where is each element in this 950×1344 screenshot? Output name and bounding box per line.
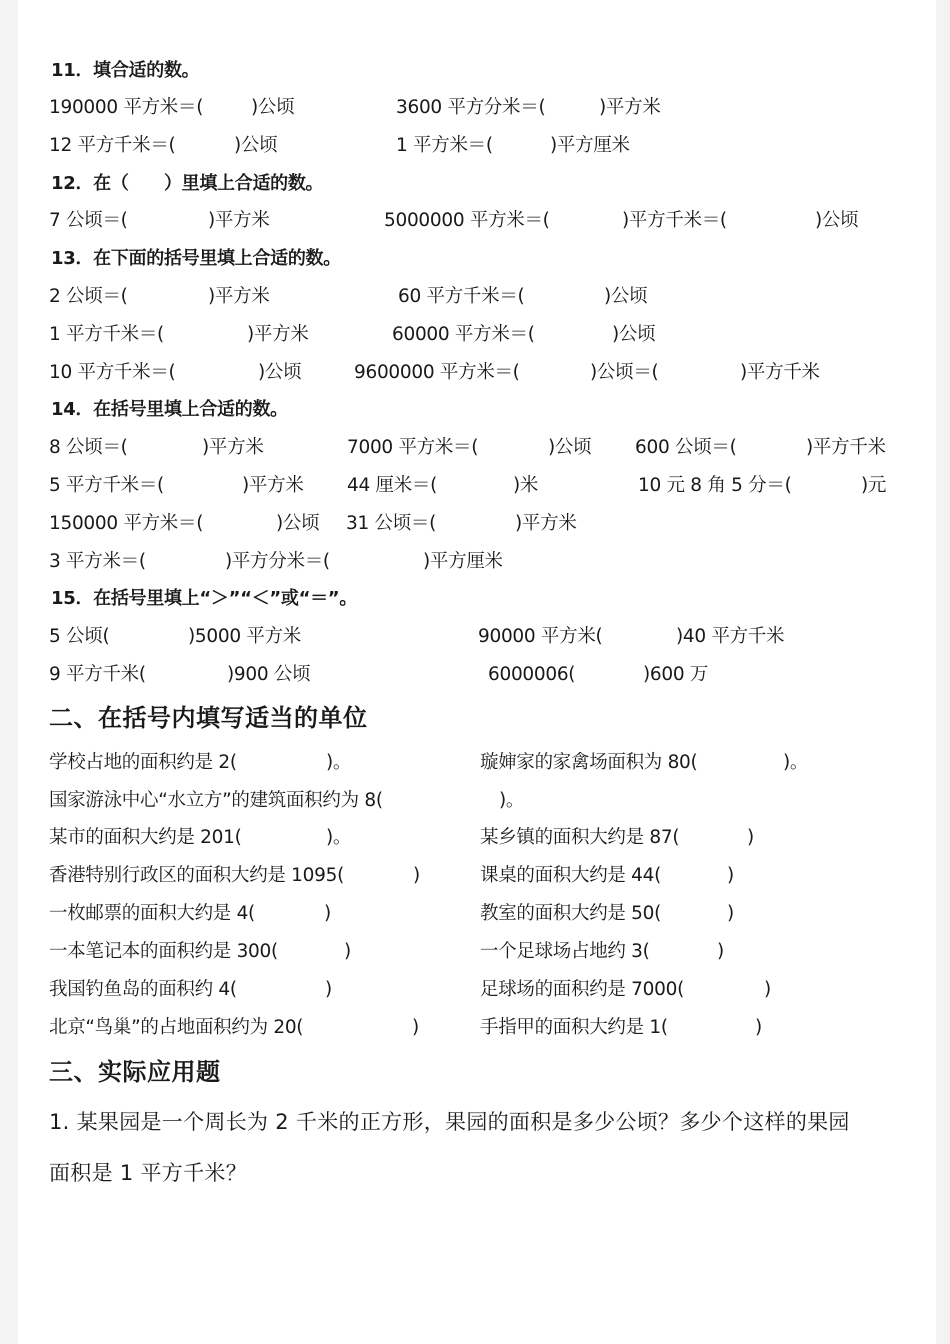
q15-r2-b: )900 公顷	[227, 664, 311, 685]
q11-r2-c: 1 平方米＝(	[396, 135, 493, 156]
q11-title: 11．填合适的数。	[51, 60, 200, 81]
problem-1-line-1: 1. 某果园是一个周长为 2 千米的正方形，果园的面积是多少公顷？多少个这样的果园	[49, 1110, 850, 1134]
s2-r6-a: 一本笔记本的面积约是 300(	[49, 941, 278, 962]
q13-r1-a: 2 公顷＝(	[49, 286, 128, 307]
s2-r4-a: 香港特别行政区的面积大约是 1095(	[49, 865, 344, 886]
problem-1-line-2: 面积是 1 平方千米？	[49, 1161, 248, 1185]
q15-r1-a: 5 公顷(	[49, 626, 110, 647]
q13-r3-a: 10 平方千米＝(	[49, 362, 176, 383]
q13-r3-b: )公顷	[258, 362, 302, 383]
q11-r2-b: )公顷	[234, 135, 278, 156]
q11-r2-a: 12 平方千米＝(	[49, 135, 176, 156]
s2-r1-c: 璇婶家的家禽场面积为 80(	[480, 752, 698, 773]
q13-r2-a: 1 平方千米＝(	[49, 324, 164, 345]
q14-r3-d: )平方米	[515, 513, 577, 534]
q15-r1-c: 90000 平方米(	[478, 626, 603, 647]
q13-r1-d: )公顷	[604, 286, 648, 307]
s2-r3-b: )。	[326, 827, 352, 848]
q12-r1-b: )平方米	[208, 210, 270, 231]
q15-r1-d: )40 平方千米	[676, 626, 785, 647]
s2-r6-d: )	[717, 941, 724, 962]
q11-r1-a: 190000 平方米＝(	[49, 97, 204, 118]
s2-r7-c: 足球场的面积约是 7000(	[480, 979, 684, 1000]
q14-r2-b: )平方米	[242, 475, 304, 496]
s2-r5-a: 一枚邮票的面积大约是 4(	[49, 903, 255, 924]
worksheet-page	[18, 0, 936, 1344]
section-3-heading: 三、实际应用题	[49, 1058, 221, 1086]
q12-title: 12．在（ ）里填上合适的数。	[51, 173, 324, 194]
s2-r4-c: 课桌的面积大约是 44(	[480, 865, 662, 886]
q14-r1-b: )平方米	[202, 437, 264, 458]
q11-r1-c: 3600 平方分米＝(	[396, 97, 546, 118]
s2-r1-d: )。	[783, 752, 809, 773]
q13-r1-b: )平方米	[208, 286, 270, 307]
q13-r1-c: 60 平方千米＝(	[398, 286, 525, 307]
s2-r7-b: )	[325, 979, 332, 1000]
q14-r1-a: 8 公顷＝(	[49, 437, 128, 458]
s2-r2-a: 国家游泳中心“水立方”的建筑面积约为 8(	[49, 790, 383, 811]
q15-r2-a: 9 平方千米(	[49, 664, 146, 685]
q13-title: 13．在下面的括号里填上合适的数。	[51, 248, 341, 269]
s2-r8-c: 手指甲的面积大约是 1(	[480, 1017, 668, 1038]
q14-r1-d: )公顷	[548, 437, 592, 458]
q12-r1-a: 7 公顷＝(	[49, 210, 128, 231]
q15-r2-d: )600 万	[643, 664, 709, 685]
s2-r6-b: )	[344, 941, 351, 962]
s2-r5-b: )	[324, 903, 331, 924]
q13-r2-b: )平方米	[247, 324, 309, 345]
q15-r1-b: )5000 平方米	[188, 626, 301, 647]
q13-r3-d: )公顷＝(	[590, 362, 659, 383]
q14-r3-b: )公顷	[276, 513, 320, 534]
s2-r6-c: 一个足球场占地约 3(	[480, 941, 650, 962]
q14-r2-c: 44 厘米＝(	[347, 475, 438, 496]
q12-r1-d: )平方千米＝(	[622, 210, 727, 231]
q14-r2-e: 10 元 8 角 5 分＝(	[638, 475, 792, 496]
q11-r2-d: )平方厘米	[550, 135, 630, 156]
q14-r1-e: 600 公顷＝(	[635, 437, 737, 458]
q13-r3-c: 9600000 平方米＝(	[354, 362, 520, 383]
q14-r2-a: 5 平方千米＝(	[49, 475, 164, 496]
s2-r5-d: )	[727, 903, 734, 924]
s2-r3-c: 某乡镇的面积大约是 87(	[480, 827, 680, 848]
s2-r5-c: 教室的面积大约是 50(	[480, 903, 662, 924]
s2-r7-d: )	[764, 979, 771, 1000]
q12-r1-c: 5000000 平方米＝(	[384, 210, 550, 231]
s2-r8-a: 北京“鸟巢”的占地面积约为 20(	[49, 1017, 304, 1038]
section-2-heading: 二、在括号内填写适当的单位	[49, 704, 368, 732]
q14-r3-a: 150000 平方米＝(	[49, 513, 204, 534]
q14-r4-c: )平方厘米	[423, 551, 503, 572]
q14-r3-c: 31 公顷＝(	[346, 513, 437, 534]
s2-r2-b: )。	[499, 790, 525, 811]
q13-r2-d: )公顷	[612, 324, 656, 345]
q14-title: 14．在括号里填上合适的数。	[51, 399, 288, 420]
q15-r2-c: 6000006(	[488, 664, 576, 685]
s2-r8-d: )	[755, 1017, 762, 1038]
q14-r4-a: 3 平方米＝(	[49, 551, 146, 572]
s2-r4-b: )	[413, 865, 420, 886]
s2-r4-d: )	[727, 865, 734, 886]
q14-r2-d: )米	[513, 475, 539, 496]
s2-r7-a: 我国钓鱼岛的面积约 4(	[49, 979, 237, 1000]
s2-r3-d: )	[747, 827, 754, 848]
s2-r1-a: 学校占地的面积约是 2(	[49, 752, 237, 773]
q11-r1-d: )平方米	[599, 97, 661, 118]
q14-r2-f: )元	[861, 475, 887, 496]
q13-r2-c: 60000 平方米＝(	[392, 324, 535, 345]
q14-r1-c: 7000 平方米＝(	[347, 437, 479, 458]
q12-r1-e: )公顷	[815, 210, 859, 231]
s2-r8-b: )	[412, 1017, 419, 1038]
q11-r1-b: )公顷	[251, 97, 295, 118]
q14-r4-b: )平方分米＝(	[225, 551, 330, 572]
q14-r1-f: )平方千米	[806, 437, 886, 458]
s2-r3-a: 某市的面积大约是 201(	[49, 827, 242, 848]
q15-title: 15．在括号里填上“＞”“＜”或“＝”。	[51, 588, 358, 609]
q13-r3-e: )平方千米	[740, 362, 820, 383]
s2-r1-b: )。	[326, 752, 352, 773]
